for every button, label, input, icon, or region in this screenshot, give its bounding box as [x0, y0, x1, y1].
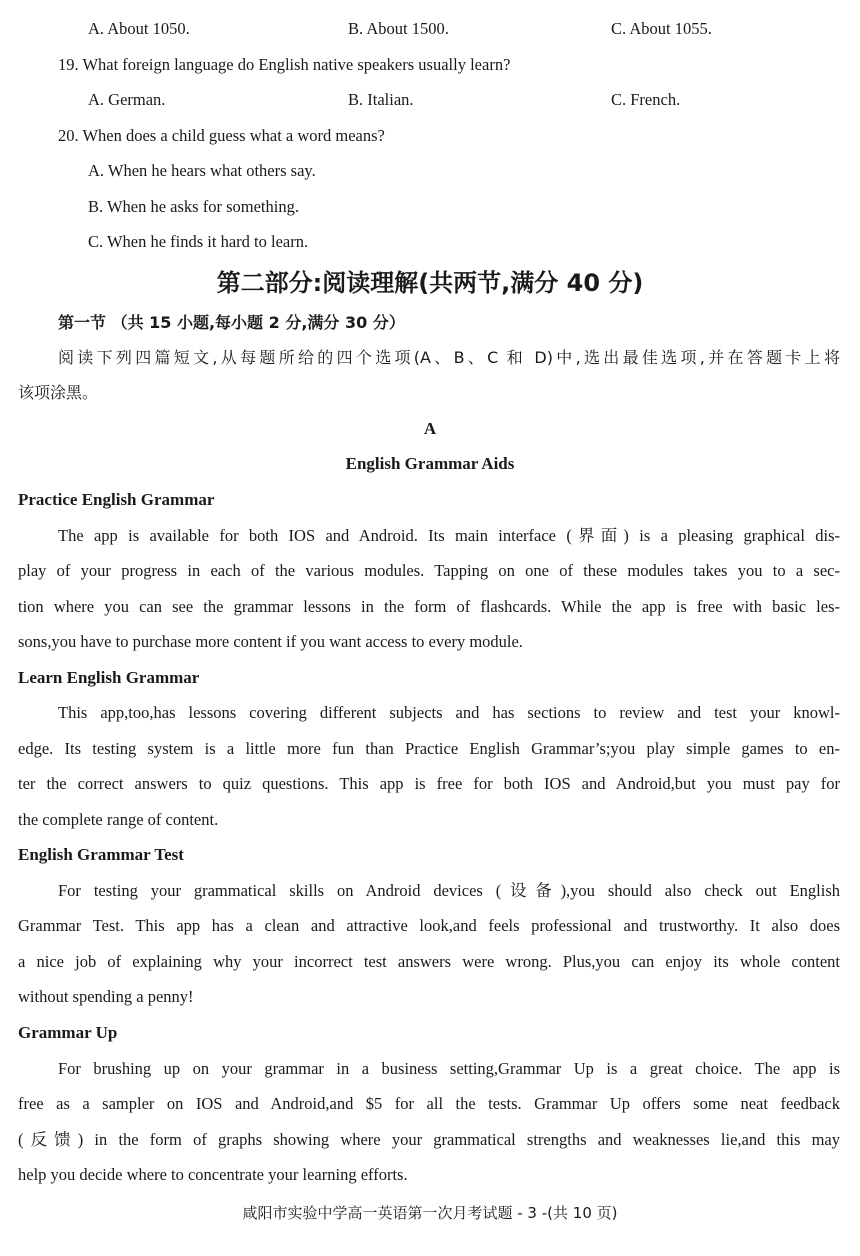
q18-option-a: A. About 1050.	[88, 19, 190, 38]
q18-option-c: C. About 1055.	[611, 19, 712, 38]
q19-option-c: C. French.	[611, 90, 681, 109]
q19-option-a: A. German.	[88, 90, 166, 109]
q20-option-b: B. When he asks for something.	[88, 197, 299, 216]
q20-question: 20. When does a child guess what a word means?	[58, 126, 385, 145]
passage-label: A	[423, 419, 437, 438]
q19-option-b: B. Italian.	[348, 90, 414, 109]
app-3-line-2: Grammar Test. This app has a clean and attractive look,and feels professional and trustworthy. It also does	[18, 916, 840, 935]
page-footer: 咸阳市实验中学高一英语第一次月考试题 - 3 -(共 10 页)	[242, 1204, 618, 1222]
section1-title: 第一节 （共 15 小题,每小题 2 分,满分 30 分）	[58, 313, 405, 332]
app-1-line-3: tion where you can see the grammar lessons in the form of flashcards. While the app is free with basic les-	[18, 597, 840, 616]
app-3-line-1: For testing your grammatical skills on Android devices (设备),you should also check out English	[58, 881, 840, 900]
app-2-line-2: edge. Its testing system is a little more fun than Practice English Grammar’s;you play simple games to en-	[18, 739, 840, 758]
q18-option-b: B. About 1500.	[348, 19, 449, 38]
part2-title: 第二部分:阅读理解(共两节,满分 40 分)	[216, 269, 644, 297]
app-3-line-3: a nice job of explaining why your incorrect test answers were wrong. Plus,you can enjoy its whole content	[18, 952, 840, 971]
app-1-line-2: play of your progress in each of the various modules. Tapping on one of these modules takes you to a sec-	[18, 561, 840, 580]
app-4-name: Grammar Up	[18, 1023, 118, 1042]
app-2-line-3: ter the correct answers to quiz questions. This app is free for both IOS and Android,but you must pay for	[18, 774, 840, 793]
app-2-line-4: the complete range of content.	[18, 810, 219, 829]
app-3-line-4: without spending a penny!	[18, 987, 194, 1006]
app-1-line-4: sons,you have to purchase more content if you want access to every module.	[18, 632, 523, 651]
q20-option-c: C. When he finds it hard to learn.	[88, 232, 309, 251]
app-1-line-1: The app is available for both IOS and Android. Its main interface (界面) is a pleasing graphical dis-	[58, 526, 840, 545]
instruction-line-2: 该项涂黑。	[18, 383, 99, 402]
passage-title: English Grammar Aids	[345, 454, 515, 473]
app-4-line-2: free as a sampler on IOS and Android,and $5 for all the tests. Grammar Up offers some neat feedback	[18, 1094, 840, 1113]
app-4-line-1: For brushing up on your grammar in a business setting,Grammar Up is a great choice. The app is	[58, 1059, 840, 1078]
app-4-line-3: (反馈) in the form of graphs showing where your grammatical strengths and weaknesses lie,and this may	[18, 1130, 840, 1149]
app-3-name: English Grammar Test	[18, 845, 184, 864]
q20-option-a: A. When he hears what others say.	[88, 161, 316, 180]
app-2-name: Learn English Grammar	[18, 668, 200, 687]
q19-question: 19. What foreign language do English native speakers usually learn?	[58, 55, 511, 74]
instruction-line-1: 阅读下列四篇短文,从每题所给的四个选项(A、B、C 和 D)中,选出最佳选项,并在答题卡上将	[58, 348, 840, 367]
app-1-name: Practice English Grammar	[18, 490, 215, 509]
app-2-line-1: This app,too,has lessons covering different subjects and has sections to review and test your knowl-	[58, 703, 840, 722]
app-4-line-4: help you decide where to concentrate your learning efforts.	[18, 1165, 408, 1184]
